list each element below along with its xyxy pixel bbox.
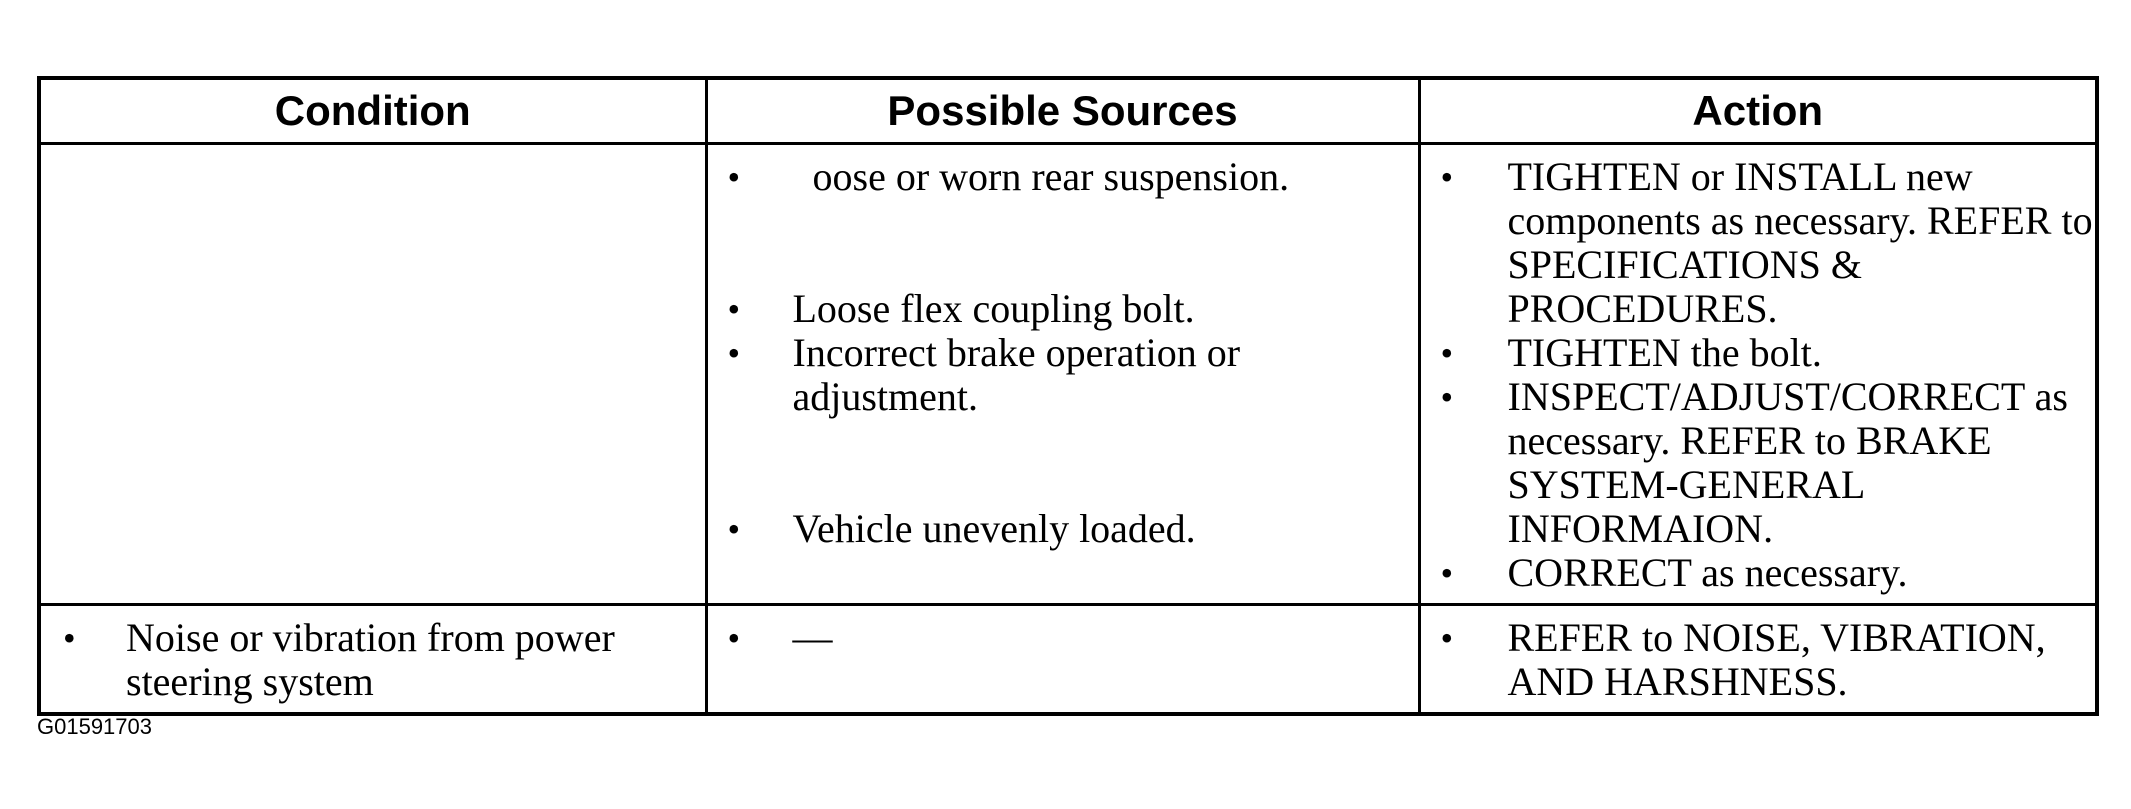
actions-list bbox=[1421, 606, 2096, 712]
bullet-icon: • bbox=[63, 618, 76, 658]
actions-list bbox=[1421, 145, 2096, 603]
list-item bbox=[1421, 616, 2096, 704]
action-text: TIGHTEN the bolt. bbox=[1507, 330, 1822, 375]
bullet-icon: • bbox=[1440, 333, 1454, 373]
condition-cell bbox=[39, 605, 706, 715]
bullet-icon: • bbox=[1440, 618, 1454, 658]
header-possible-sources: Possible Sources bbox=[706, 78, 1419, 144]
condition-list bbox=[41, 606, 705, 712]
header-row bbox=[39, 78, 2097, 144]
action-text: CORRECT as necessary. bbox=[1507, 550, 1908, 595]
list-item bbox=[1421, 331, 2096, 375]
list-item bbox=[1421, 155, 2096, 331]
figure-id: G01591703 bbox=[37, 714, 152, 739]
diagnosis-table bbox=[37, 76, 2099, 716]
header-condition: Condition bbox=[39, 78, 706, 144]
bullet-icon: • bbox=[1440, 553, 1454, 593]
action-text: INSPECT/ADJUST/CORRECT as necessary. REFER to BRAKE SYSTEM-GENERAL INFORMAION. bbox=[1507, 374, 2068, 551]
bullet-icon: • bbox=[1440, 157, 1454, 197]
list-item bbox=[708, 331, 1418, 419]
source-text: Vehicle unevenly loaded. bbox=[792, 506, 1196, 551]
list-item bbox=[708, 507, 1418, 551]
table-row bbox=[39, 144, 2097, 605]
action-text: TIGHTEN or INSTALL new components as necessary. REFER to SPECIFICATIONS & PROCEDURES. bbox=[1507, 154, 2093, 331]
bullet-icon: • bbox=[727, 509, 741, 549]
action-cell bbox=[1419, 605, 2097, 715]
bullet-icon: • bbox=[727, 618, 741, 658]
list-item bbox=[708, 155, 1418, 199]
source-text: oose or worn rear suspension. bbox=[792, 154, 1290, 199]
list-item bbox=[708, 616, 1418, 660]
condition-text: Noise or vibration from power steering system bbox=[126, 615, 615, 704]
bullet-icon: • bbox=[727, 289, 741, 329]
bullet-icon: • bbox=[727, 333, 741, 373]
bullet-icon: • bbox=[1440, 377, 1454, 417]
action-cell bbox=[1419, 144, 2097, 605]
bullet-icon: • bbox=[727, 157, 741, 197]
list-item bbox=[708, 287, 1418, 331]
sources-cell bbox=[706, 144, 1419, 605]
source-text: — bbox=[792, 615, 833, 660]
sources-cell bbox=[706, 605, 1419, 715]
sources-list bbox=[708, 606, 1418, 668]
source-text: Incorrect brake operation or adjustment. bbox=[792, 330, 1241, 419]
header-action: Action bbox=[1419, 78, 2097, 144]
list-item bbox=[1421, 551, 2096, 595]
list-item bbox=[41, 616, 705, 704]
action-text: REFER to NOISE, VIBRATION, AND HARSHNESS. bbox=[1507, 615, 2046, 704]
condition-cell bbox=[39, 144, 706, 605]
source-text: Loose flex coupling bolt. bbox=[792, 286, 1195, 331]
sources-list bbox=[708, 145, 1418, 559]
list-item bbox=[1421, 375, 2096, 551]
table-row bbox=[39, 605, 2097, 715]
